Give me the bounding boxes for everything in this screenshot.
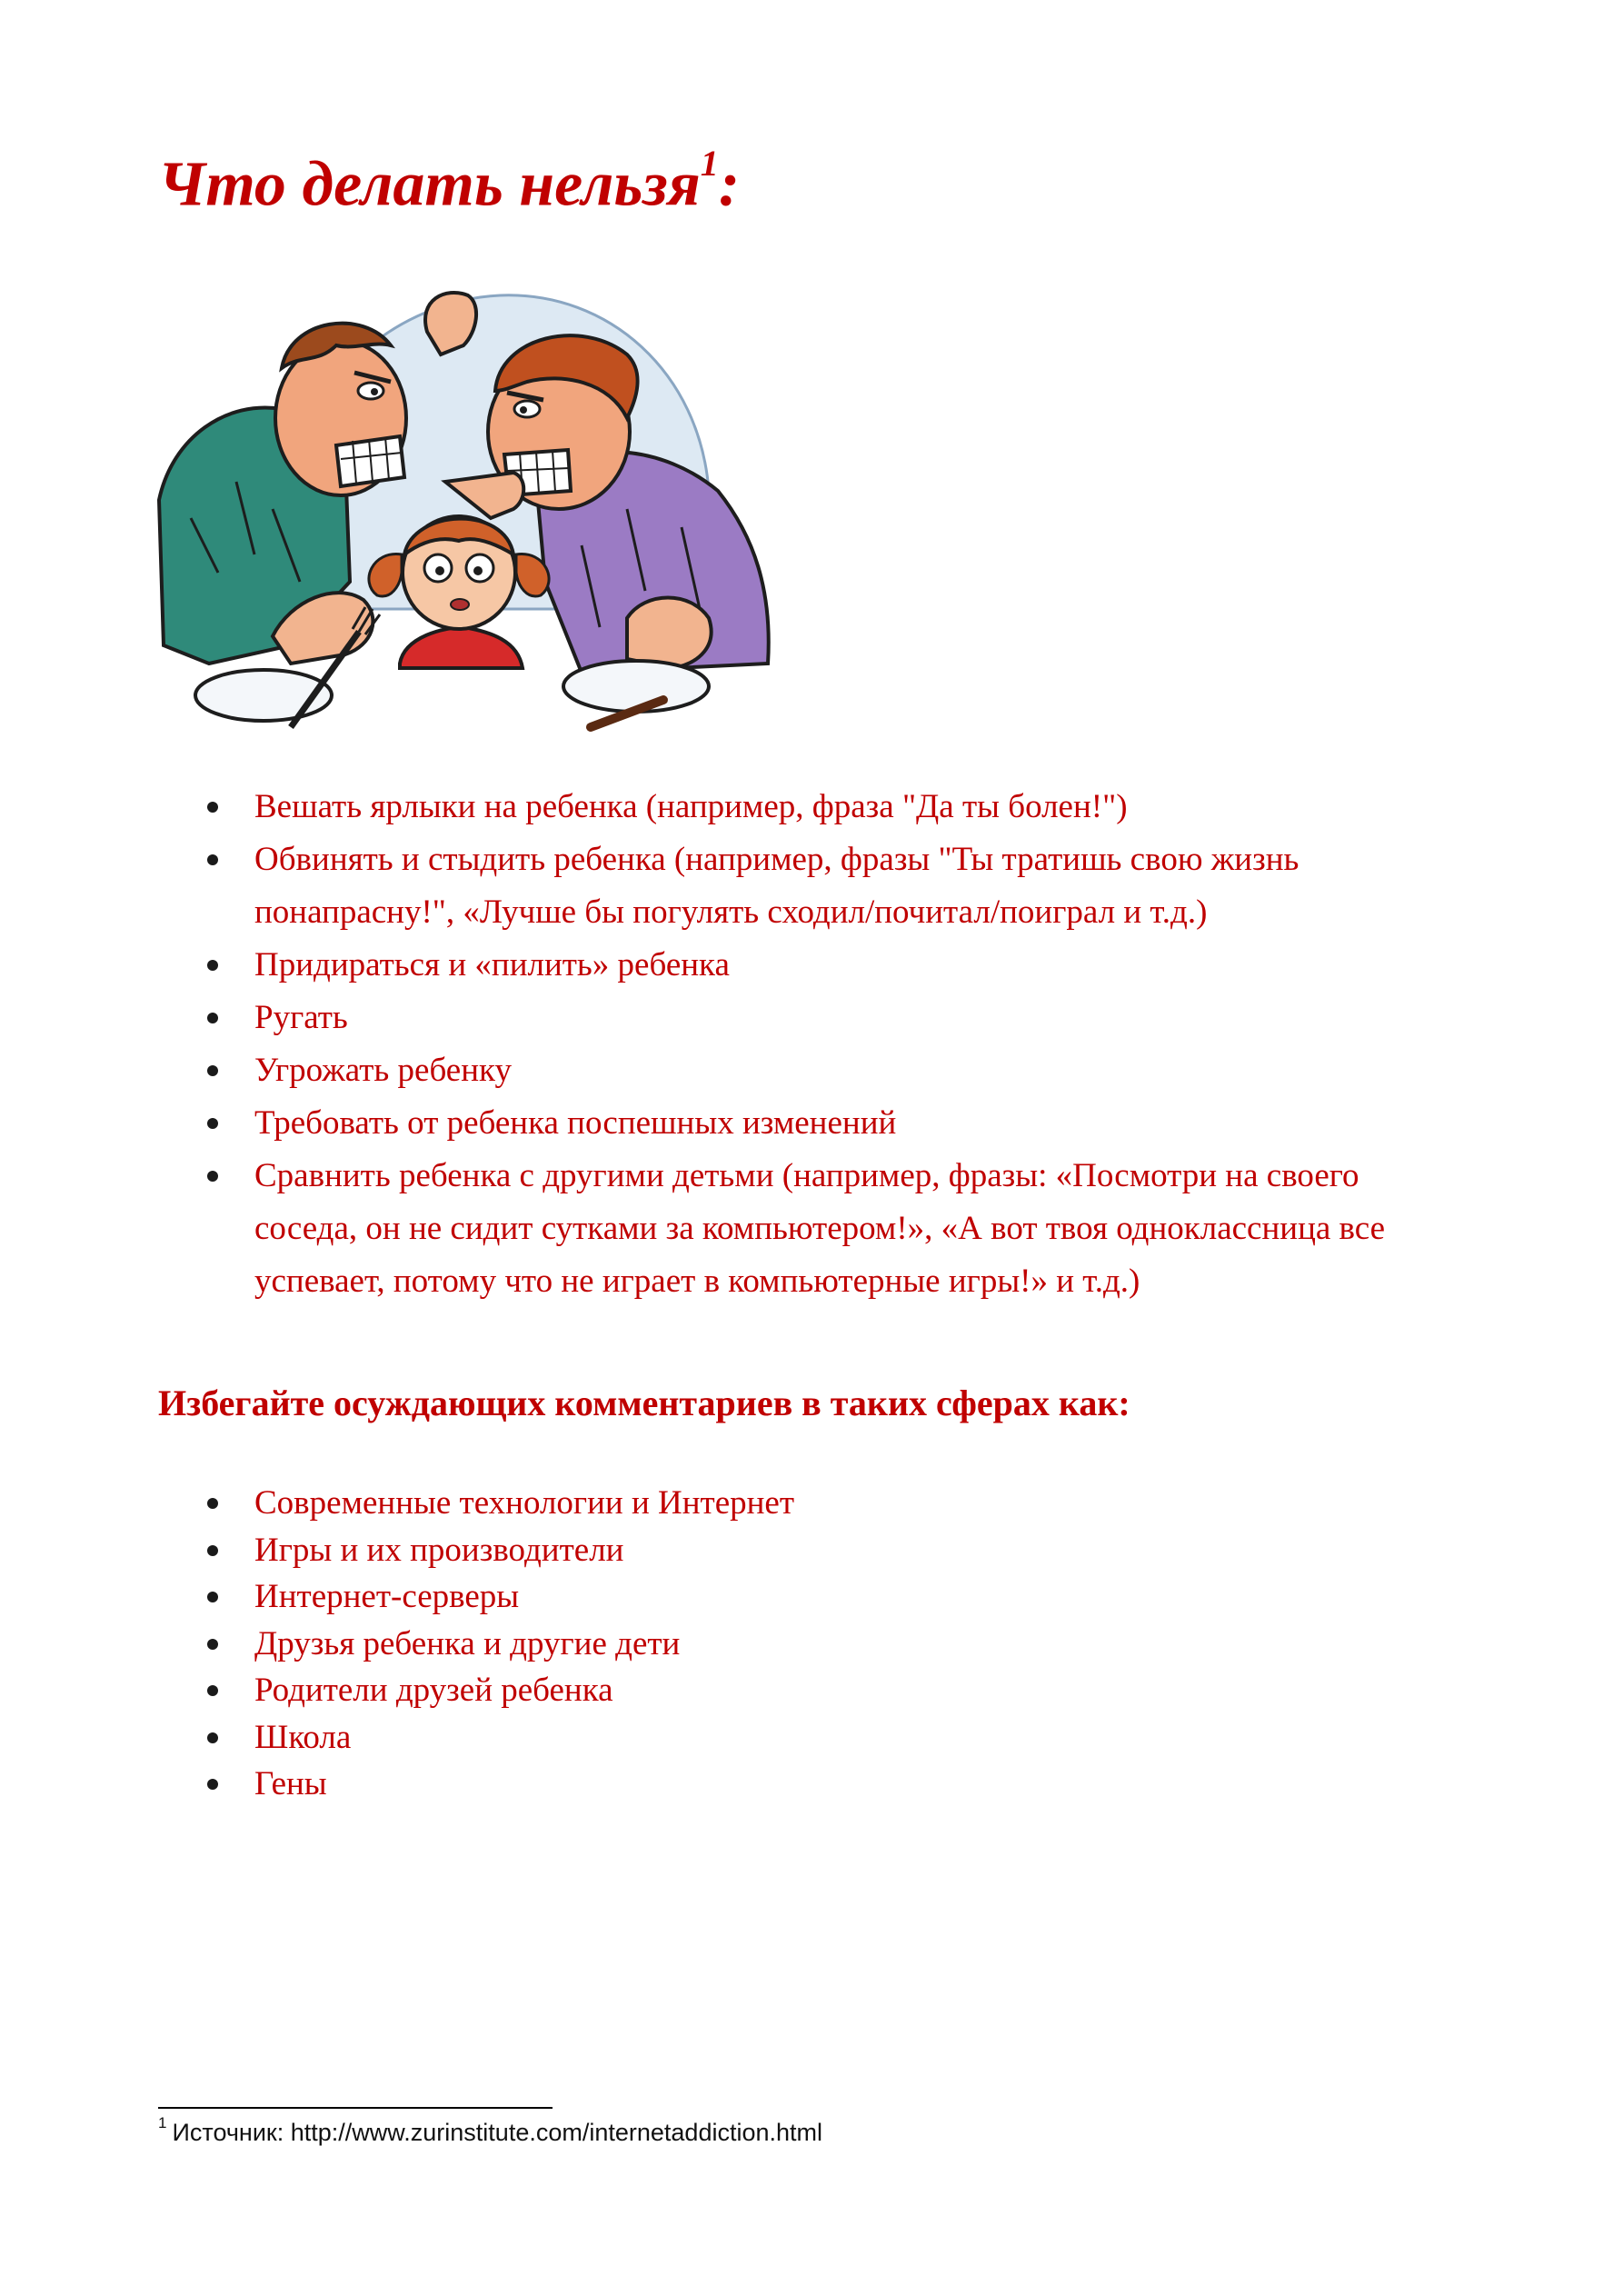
bullet-icon (207, 802, 218, 813)
bullet-icon (207, 1685, 218, 1696)
bullet-icon (207, 1498, 218, 1509)
list-item: Требовать от ребенка поспешных изменений (0, 1097, 1454, 1150)
title-footnote-ref[interactable]: 1 (700, 143, 719, 184)
bullet-icon (207, 1118, 218, 1129)
bullet-icon (207, 1732, 218, 1743)
bullet-icon (207, 1171, 218, 1182)
list-item: Ругать (0, 992, 1454, 1044)
list-item: Игры и их производители (0, 1527, 1454, 1574)
list-item: Вешать ярлыки на ребенка (например, фраза "Да ты болен!") (0, 781, 1454, 834)
list-item: Школа (0, 1714, 1454, 1762)
bullet-icon (207, 1065, 218, 1076)
arguing-parents-illustration (154, 282, 782, 736)
section-heading: Избегайте осуждающих комментариев в таких сферах как: (158, 1383, 1130, 1423)
list-item: Гены (0, 1761, 1454, 1808)
footnote (158, 2114, 822, 2147)
page-title (158, 143, 741, 220)
list-item: Друзья ребенка и другие дети (0, 1621, 1454, 1668)
bullet-icon (207, 1545, 218, 1556)
bullet-icon (207, 1639, 218, 1650)
list-item: Интернет-серверы (0, 1573, 1454, 1621)
list-item: Угрожать ребенку (0, 1044, 1454, 1097)
bullet-icon (207, 1592, 218, 1602)
bullet-icon (207, 960, 218, 971)
title-suffix: : (718, 149, 741, 220)
bullet-icon (207, 1013, 218, 1023)
title-text: Что делать нельзя (158, 149, 701, 220)
footnote-text[interactable]: Источник: http://www.zurinstitute.com/internetaddiction.html (172, 2119, 822, 2146)
footnote-number: 1 (158, 2114, 167, 2131)
spheres-list (0, 1480, 1454, 1808)
list-item: Сравнить ребенка с другими детьми (например, фразы: «Посмотри на своего соседа, он не сидит сутками за компьютером!», «А вот твоя одноклассница все успевает, потому что не играет в компьютерные игры!» и т.д.) (0, 1150, 1454, 1308)
footnote-divider (158, 2107, 553, 2109)
list-item: Родители друзей ребенка (0, 1667, 1454, 1714)
list-item: Придираться и «пилить» ребенка (0, 939, 1454, 992)
list-item: Обвинять и стыдить ребенка (например, фразы "Ты тратишь свою жизнь понапрасну!", «Лучше бы погулять сходил/почитал/поиграл и т.д.) (0, 834, 1454, 939)
list-item: Современные технологии и Интернет (0, 1480, 1454, 1527)
bullet-icon (207, 854, 218, 865)
bullet-icon (207, 1779, 218, 1790)
dont-list (0, 781, 1454, 1308)
